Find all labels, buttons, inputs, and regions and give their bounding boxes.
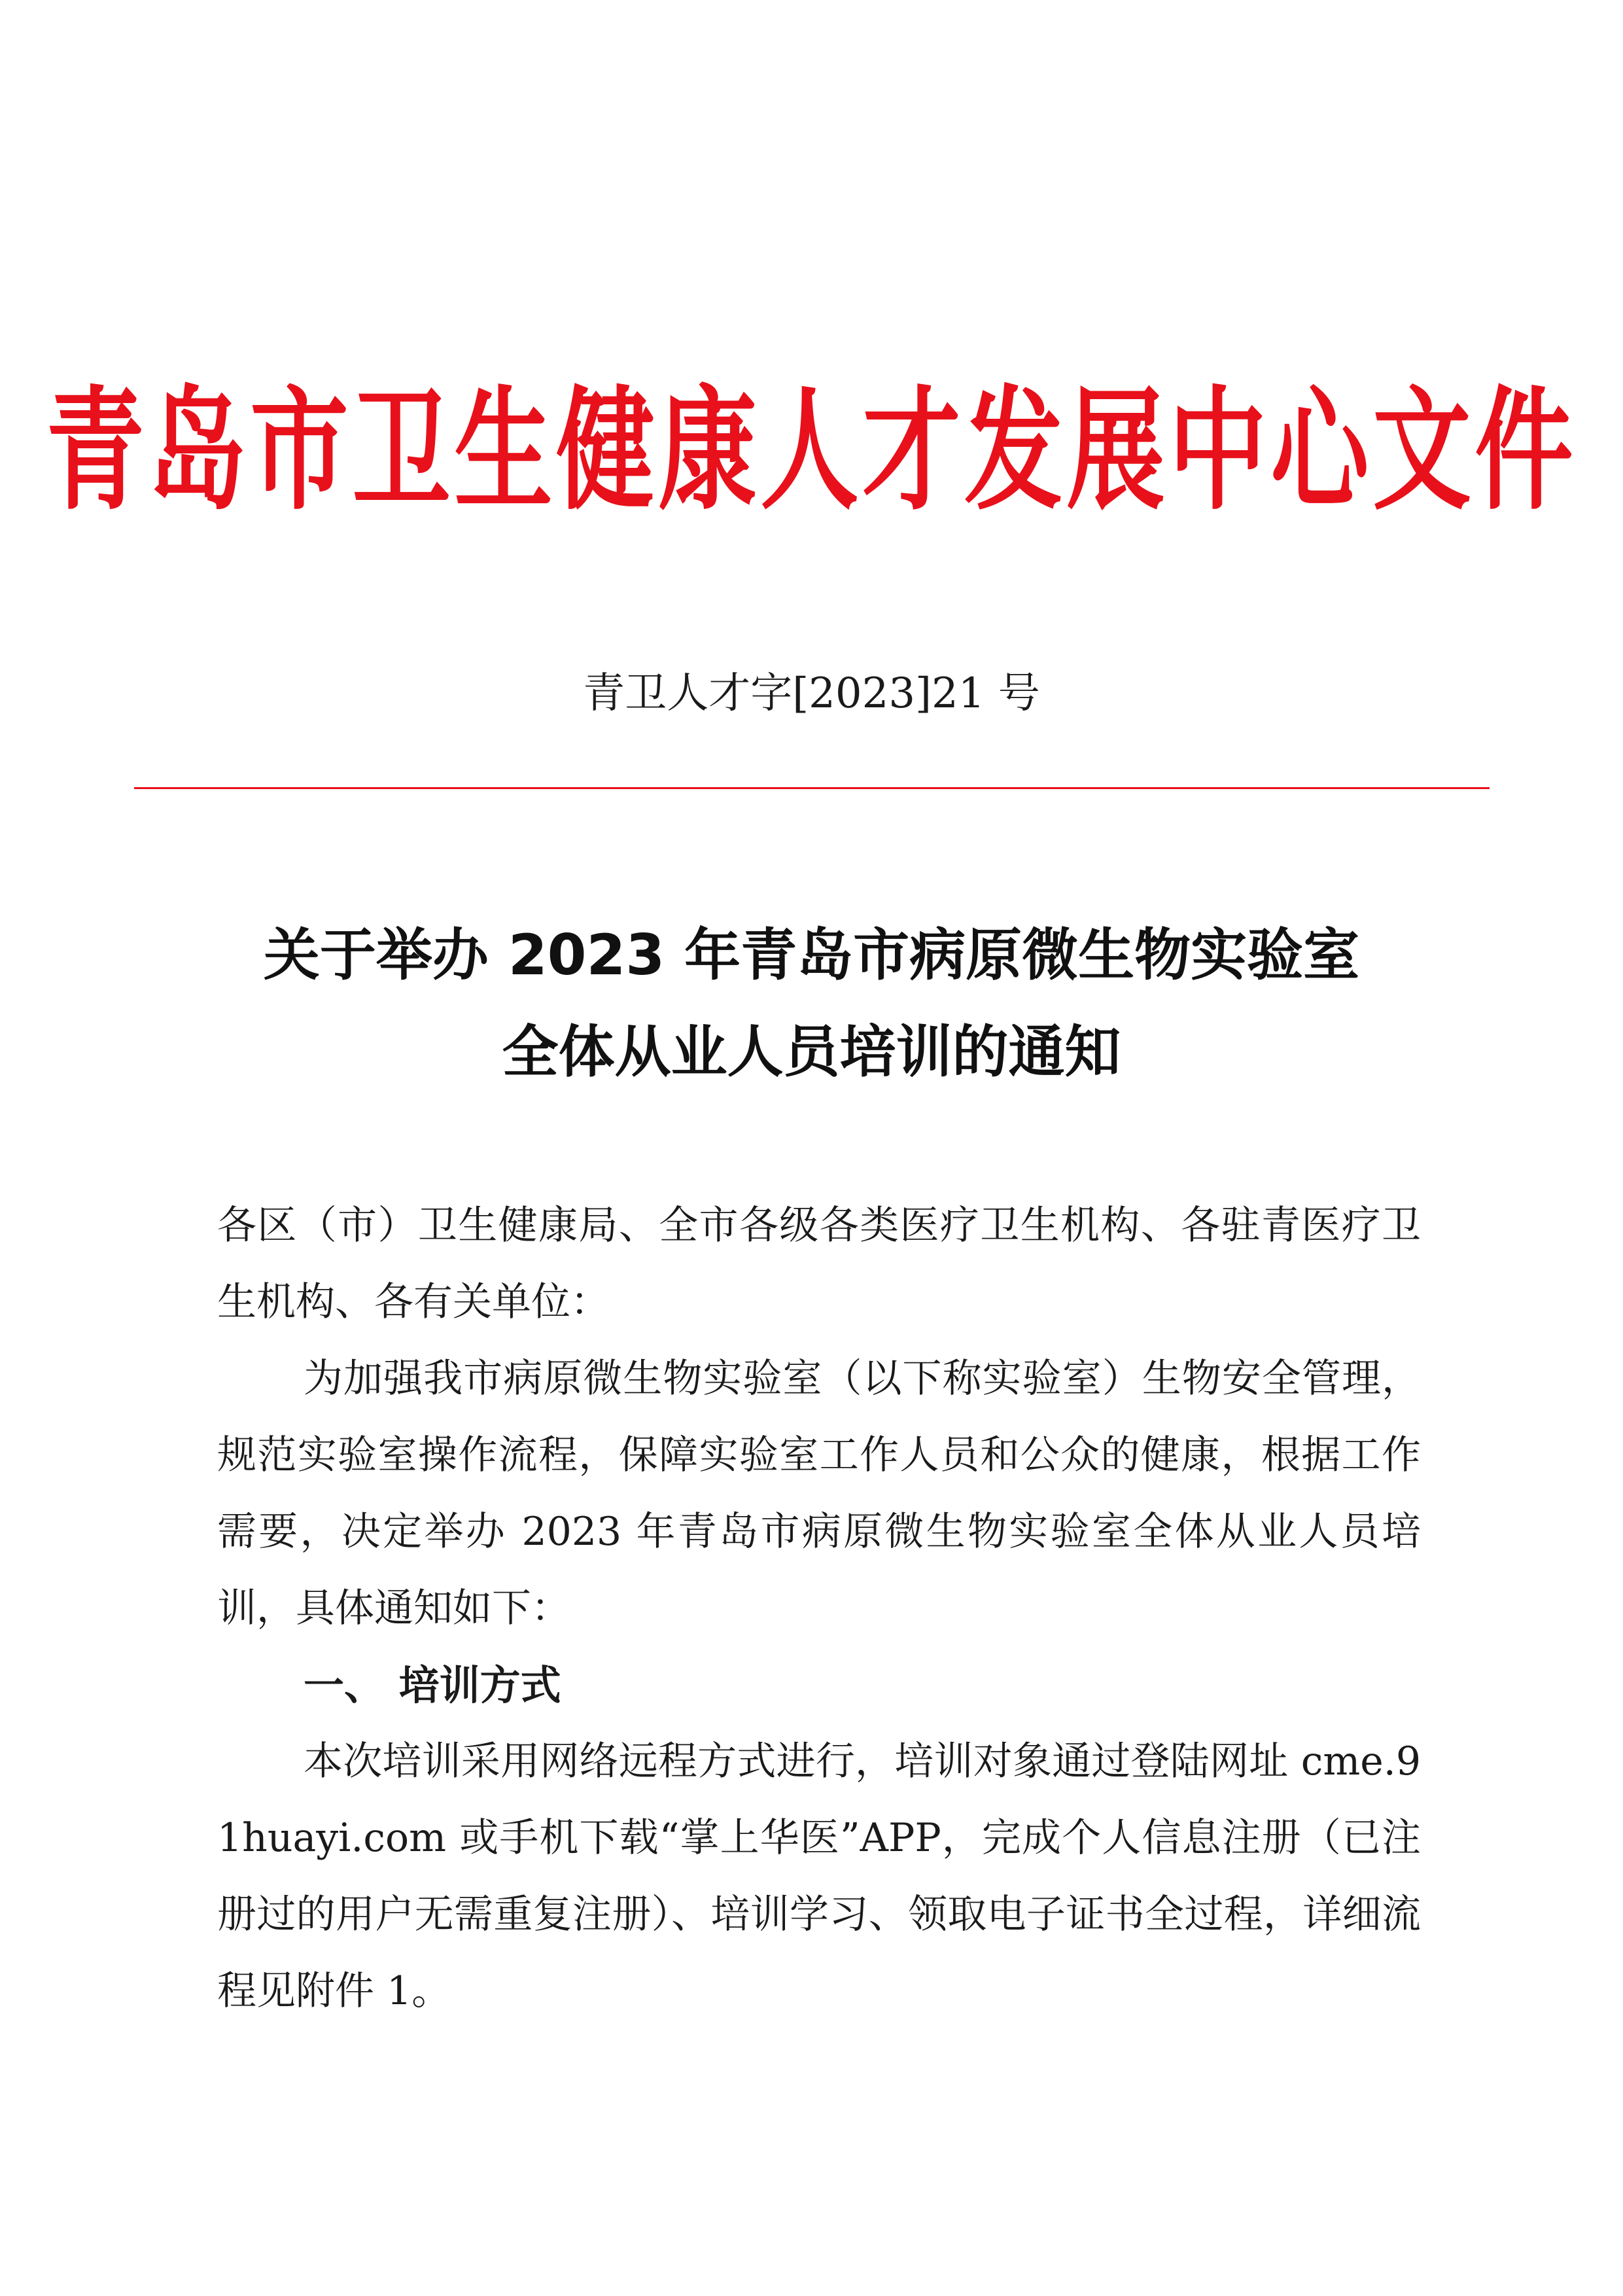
document-header-title: 青岛市卫生健康人才发展中心文件 [46, 374, 1577, 529]
salutation: 各区（市）卫生健康局、全市各级各类医疗卫生机构、各驻青医疗卫生机构、各有关单位： [217, 1203, 1421, 1325]
notice-title-line-2: 全体从业人员培训的通知 [502, 1019, 1121, 1085]
document-body [217, 1188, 1421, 2030]
section-paragraph-training-method: 本次培训采用网络远程方式进行，培训对象通过登陆网址 cme.91huayi.com 或手机下载“掌上华医”APP，完成个人信息注册（已注册过的用户无需重复注册）、培训学习、领取电子证书全过程，详细流程见附件 1。 [217, 1739, 1421, 2014]
document-number: 青卫人才字[2023]21 号 [583, 669, 1040, 718]
section-heading-training-method: 一、 培训方式 [304, 1661, 561, 1709]
header-divider [134, 787, 1490, 789]
intro-paragraph: 为加强我市病原微生物实验室（以下称实验室）生物安全管理，规范实验室操作流程，保障实验室工作人员和公众的健康，根据工作需要，决定举办 2023 年青岛市病原微生物实验室全体从业人员培训，具体通知如下： [217, 1356, 1421, 1631]
notice-title-line-1: 关于举办 2023 年青岛市病原微生物实验室 [263, 923, 1360, 988]
